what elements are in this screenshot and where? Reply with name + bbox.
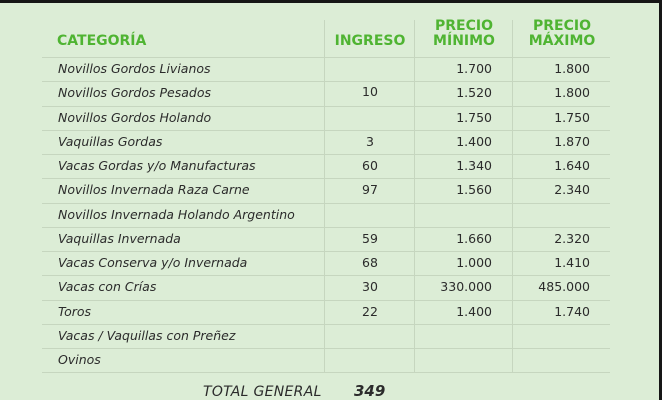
row-divider xyxy=(42,178,610,179)
row-ingreso: 3 xyxy=(366,134,374,149)
row-categoria: Novillos Gordos Holando xyxy=(58,110,212,125)
row-precio-maximo: 1.410 xyxy=(554,255,590,270)
header-precio-minimo-line1: PRECIO xyxy=(435,18,493,34)
row-divider xyxy=(42,372,610,373)
header-precio-minimo xyxy=(415,19,513,49)
row-divider xyxy=(42,275,610,276)
row-divider xyxy=(42,227,610,228)
row-categoria: Novillos Invernada Raza Carne xyxy=(58,182,250,197)
row-categoria: Novillos Gordos Pesados xyxy=(58,85,211,100)
ingreso-merged-cell: 10 xyxy=(362,84,378,99)
row-divider xyxy=(42,106,610,107)
row-precio-minimo: 1.400 xyxy=(456,134,492,149)
row-ingreso: 97 xyxy=(362,182,378,197)
row-precio-minimo: 1.400 xyxy=(456,304,492,319)
row-precio-maximo: 1.800 xyxy=(554,61,590,76)
row-precio-minimo: 1.750 xyxy=(456,110,492,125)
row-categoria: Vaquillas Gordas xyxy=(58,134,163,149)
row-precio-minimo: 1.340 xyxy=(456,158,492,173)
row-precio-maximo: 1.750 xyxy=(554,110,590,125)
row-categoria: Ovinos xyxy=(58,352,101,367)
header-ingreso: INGRESO xyxy=(334,33,406,49)
row-precio-maximo: 1.640 xyxy=(554,158,590,173)
row-categoria: Novillos Invernada Holando Argentino xyxy=(58,207,295,222)
header-precio-maximo-line2: MÁXIMO xyxy=(528,33,596,49)
row-categoria: Toros xyxy=(58,304,92,319)
row-precio-minimo: 1.000 xyxy=(456,255,492,270)
row-divider xyxy=(42,300,610,301)
row-precio-maximo: 1.740 xyxy=(554,304,590,319)
row-categoria: Vacas Gordas y/o Manufacturas xyxy=(58,158,256,173)
row-precio-minimo: 1.700 xyxy=(456,61,492,76)
row-categoria: Novillos Gordos Livianos xyxy=(58,61,211,76)
row-divider xyxy=(42,57,610,58)
row-ingreso: 30 xyxy=(362,279,378,294)
row-categoria: Vacas con Crías xyxy=(58,279,157,294)
row-ingreso: 68 xyxy=(362,255,378,270)
row-precio-maximo: 485.000 xyxy=(538,279,590,294)
row-precio-minimo: 1.560 xyxy=(456,182,492,197)
total-general-label: TOTAL GENERAL xyxy=(203,384,322,400)
row-categoria: Vacas / Vaquillas con Preñez xyxy=(58,328,236,343)
header-precio-maximo xyxy=(513,19,611,49)
row-divider xyxy=(42,348,610,349)
row-precio-minimo: 1.520 xyxy=(456,85,492,100)
header-categoria: CATEGORÍA xyxy=(57,33,147,49)
row-ingreso: 59 xyxy=(362,231,378,246)
header-precio-maximo-line1: PRECIO xyxy=(533,18,591,34)
row-precio-minimo: 1.660 xyxy=(456,231,492,246)
row-precio-maximo: 1.800 xyxy=(554,85,590,100)
row-divider xyxy=(42,203,610,204)
row-ingreso: 60 xyxy=(362,158,378,173)
row-categoria: Vaquillas Invernada xyxy=(58,231,181,246)
header-precio-minimo-line2: MÍNIMO xyxy=(433,33,495,49)
row-ingreso: 22 xyxy=(362,304,378,319)
row-divider xyxy=(42,251,610,252)
row-divider xyxy=(42,324,610,325)
row-divider xyxy=(42,154,610,155)
row-precio-maximo: 2.340 xyxy=(554,182,590,197)
row-precio-maximo: 2.320 xyxy=(554,231,590,246)
top-frame-border xyxy=(0,0,662,3)
row-divider xyxy=(42,130,610,131)
row-precio-maximo: 1.870 xyxy=(554,134,590,149)
row-precio-minimo: 330.000 xyxy=(440,279,492,294)
row-categoria: Vacas Conserva y/o Invernada xyxy=(58,255,248,270)
row-divider xyxy=(42,81,610,82)
total-general-value: 349 xyxy=(354,382,386,400)
